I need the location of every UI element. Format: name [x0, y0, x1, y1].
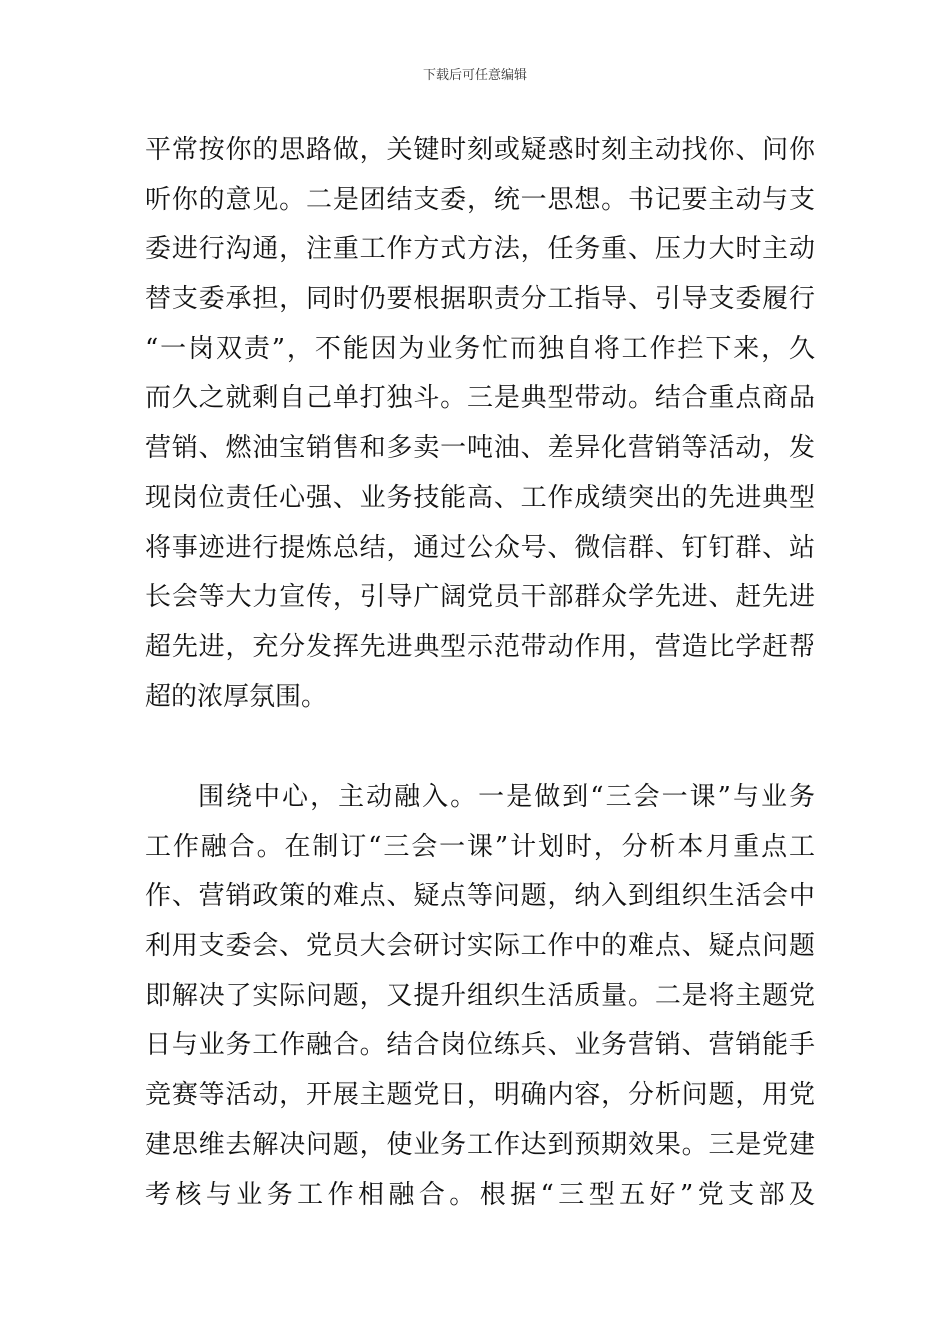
text-line: 营销、燃油宝销售和多卖一吨油、差异化营销等活动，发 [145, 433, 815, 464]
paragraph-1 [145, 126, 815, 722]
text-line: 而久之就剩自己单打独斗。三是典型带动。结合重点商品 [145, 383, 815, 414]
paragraph-2 [145, 773, 815, 1220]
text-line: 日与业务工作融合。结合岗位练兵、业务营销、营销能手 [145, 1030, 815, 1061]
text-line: 超先进，充分发挥先进典型示范带动作用，营造比学赶帮 [145, 631, 815, 662]
text-line: 平常按你的思路做，关键时刻或疑惑时刻主动找你、问你 [145, 135, 815, 165]
text-line: 工作融合。在制订“三会一课”计划时，分析本月重点工 [145, 831, 815, 862]
text-line: 长会等大力宣传，引导广阔党员干部群众学先进、赶先进 [145, 582, 815, 613]
text-line: 围绕中心，主动融入。一是做到“三会一课”与业务 [198, 782, 815, 812]
text-line: 听你的意见。二是团结支委，统一思想。书记要主动与支 [145, 184, 815, 215]
text-line: 考核与业务工作相融合。根据“三型五好”党支部及 [145, 1179, 815, 1210]
text-line: 竞赛等活动，开展主题党日，明确内容，分析问题，用党 [145, 1080, 815, 1111]
text-line: 委进行沟通，注重工作方式方法，任务重、压力大时主动 [145, 234, 815, 265]
text-line: 作、营销政策的难点、疑点等问题，纳入到组织生活会中 [145, 881, 815, 912]
text-line: 即解决了实际问题，又提升组织生活质量。二是将主题党 [145, 980, 815, 1011]
text-line: 将事迹进行提炼总结，通过公众号、微信群、钉钉群、站 [145, 532, 815, 563]
text-line: 替支委承担，同时仍要根据职责分工指导、引导支委履行 [145, 284, 815, 315]
text-line: “一岗双责”，不能因为业务忙而独自将工作拦下来，久 [145, 333, 815, 364]
text-line: 建思维去解决问题，使业务工作达到预期效果。三是党建 [145, 1129, 815, 1160]
text-line: 现岗位责任心强、业务技能高、工作成绩突出的先进典型 [145, 482, 815, 513]
text-line: 超的浓厚氛围。 [145, 681, 328, 712]
text-line: 利用支委会、党员大会研讨实际工作中的难点、疑点问题 [145, 931, 815, 962]
page-header: 下载后可任意编辑 [422, 68, 527, 83]
